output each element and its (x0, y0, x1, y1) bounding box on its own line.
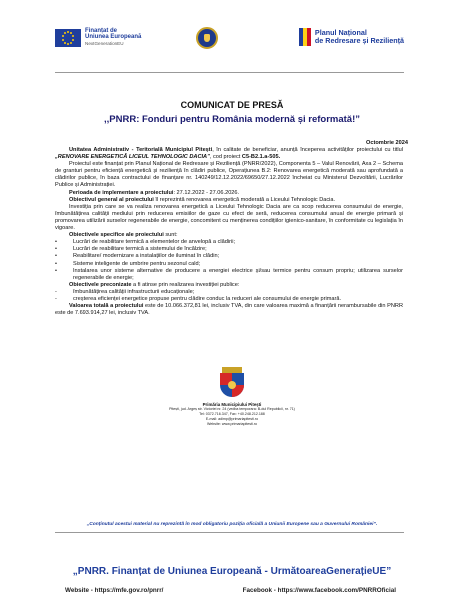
period-label: Perioada de implementare a proiectului (69, 189, 174, 196)
expected-results-label: Obiectivele preconizate (69, 281, 132, 288)
city-hall-address: Pitești, jud. Argeș str. Victoriei nr. 24 (vedba temporara: B-dul Republicii, nr. 71) (169, 407, 295, 411)
list-item: • Reabilitare/ modernizare a instalațiilor de iluminat în clădin; (55, 253, 403, 260)
romania-flag-icon (299, 28, 311, 46)
pnrr-logo-line2: de Redresare și Reziliență (314, 36, 404, 45)
eu-logo-line2: Uniunea Europeană (85, 34, 142, 41)
pitesti-coat-of-arms-icon (218, 367, 246, 399)
city-hall-email: E-mail: adimp@primariapitesti.ro (205, 417, 259, 421)
general-objective-label: Obiectivul general al proiectului (69, 196, 154, 203)
text-span: a fi atinse prin realizarea investiției publice: (131, 281, 240, 288)
paragraph-beneficiary (55, 147, 403, 161)
eu-funding-logo (55, 28, 141, 47)
page-header (55, 28, 404, 68)
document-title: COMUNICAT DE PRESĂ (180, 100, 284, 110)
list-item: - creșterea eficienței energetice propuse pentru clădire conduc la reduceri ale consumului de energie primară. (55, 296, 403, 303)
paragraph-investment: Investiția prin care se va realiza renovarea energetică a Liceului Tehnologic Dacia are ca scop reducerea consumului de energie, îmbunătățirea calității mediului prin reducerea emisiilor de gaze cu efect de seră, reducerea consumului anual de energie primară și promovarea utilizării surselor regenerabile de energie, concomitent cu menținerea condițiilor igienico-sanitare, în conformitate cu legislația în vigoare. (55, 203, 403, 232)
paragraph-financing: Proiectul este finanțat prin Planul Național de Redresare și Reziliență (PNRR/2022), Componenta 5 – Valul Renovării, Axa 2 – Schema de granturi pentru eficiență energetică și reziliență în clădiri publice, Operațiunea B.2: Renovarea energetică moderată sau aprofundată a clădirilor publice, în baza contractului de finanțare nr. 140249/12.12.2022/69650/27.12.2022 încheiat cu Ministerul Dezvoltării, Lucrărilor Publice și Administrației. (55, 161, 403, 189)
city-hall-website: Website: www.primariapitesti.ro (206, 422, 258, 426)
document-body (55, 147, 403, 317)
paragraph-specific-objectives (55, 232, 403, 239)
document-date: Octombrie 2024 (366, 140, 408, 146)
period-value: : 27.12.2022 - 27.06.2026. (173, 189, 240, 196)
city-hall-stamp (0, 367, 464, 427)
city-hall-phone: Tel: 0372.716.347, Fax: +40.248.212.188 (199, 412, 265, 416)
list-item: • Lucrări de reabilitare termică a elementelor de anvelopă a clădirii; (55, 239, 403, 246)
pnrr-logo (299, 28, 404, 46)
header-divider (55, 72, 404, 73)
text-span: sunt: (163, 232, 178, 239)
footer-links (65, 587, 396, 594)
total-value-text: este de 10.066.372,81 lei, inclusiv TVA, din care valoarea maximă a finanțării nerambursabile din PNRR este de 7.693.914,27 lei, inclusiv TVA. (55, 303, 403, 317)
general-objective-text: îl reprezintă renovarea energetică moderată a Liceului Tehnologic Dacia. (153, 196, 336, 203)
project-code: C5-B2.1.a-505. (241, 154, 281, 161)
footer-title: „PNRR. Finanțat de Uniunea Europeană - UrmătoareaGenerațieUE” (72, 566, 392, 577)
list-item: • Sisteme inteligente de umbrire pentru sezonul cald; (55, 261, 403, 268)
pnrr-logo-line1: Planul Național (314, 28, 367, 37)
eu-flag-icon (55, 29, 81, 47)
romania-government-crest-icon (196, 27, 218, 49)
total-value-label: Valoarea totală a proiectului (69, 303, 144, 310)
footer-divider (55, 532, 404, 533)
list-item: • Lucrări de reabilitare termică a sistemului de încălzire; (55, 246, 403, 253)
paragraph-expected-results (55, 282, 403, 289)
eu-logo-line3: NextGenerationEU (85, 40, 124, 46)
beneficiary-name: Unitatea Administrativ - Teritorială Municipiul Pitești (69, 147, 213, 153)
paragraph-general-objective (55, 197, 403, 204)
list-item: - îmbunătățirea calității infrastructurii educaționale; (55, 289, 403, 296)
document-subtitle: ,,PNRR: Fonduri pentru România modernă și reformată!” (104, 114, 360, 125)
website-link[interactable]: Website - https://mfe.gov.ro/pnrr/ (65, 587, 164, 594)
facebook-link[interactable]: Facebook - https://www.facebook.com/PNRROficial (242, 587, 396, 594)
disclaimer: „Conținutul acestui material nu reprezintă în mod obligatoriu poziția oficială a Uniunii Europene sau a Guvernului României”. (86, 522, 378, 527)
paragraph-period (55, 190, 403, 197)
project-title: „RENOVARE ENERGETICĂ LICEUL TEHNOLOGIC DACIA” (55, 154, 210, 161)
city-hall-name: Primăria Municipiului Pitești (202, 402, 262, 407)
eu-logo-line1: Finanțat de (85, 28, 118, 34)
specific-objectives-label: Obiectivele specifice ale proiectului (69, 232, 164, 239)
results-list (55, 289, 403, 303)
text-span: , în calitate de beneficiar, anunță începerea activităților proiectului cu titlul (212, 147, 403, 153)
objectives-list (55, 239, 403, 282)
text-span: , cod proiect (209, 154, 242, 161)
list-item: • Instalarea unor sisteme alternative de producere a energiei electrice și/sau termice pentru consum propriu; utilizarea surselor regenerabile de energie; (55, 268, 403, 282)
paragraph-value (55, 303, 403, 317)
